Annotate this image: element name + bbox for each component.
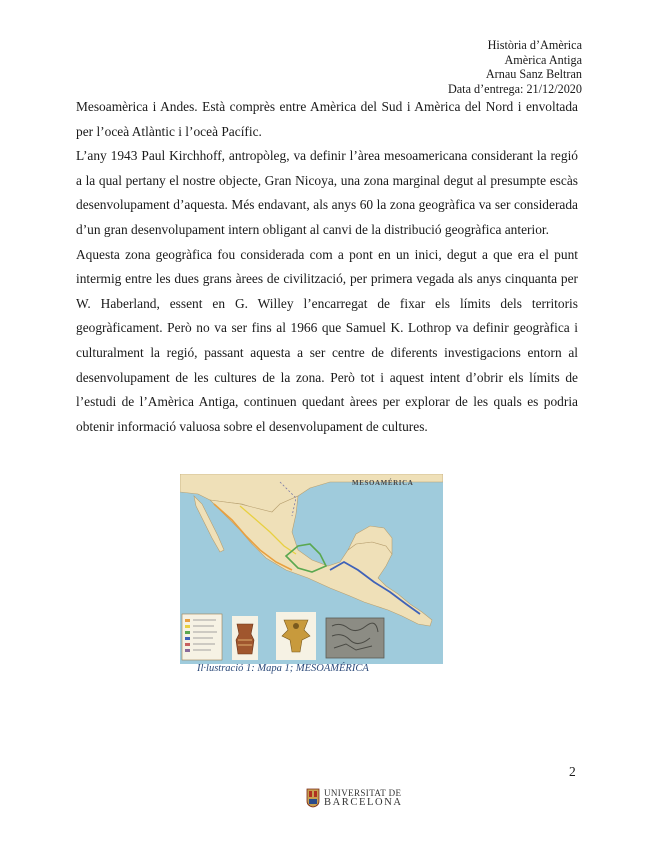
legend-swatch (185, 643, 190, 646)
paragraph: L’any 1943 Paul Kirchhoff, antropòleg, va definir l’àrea mesoamericana considerant la regió a la qual pertany el nostre objecte, Gran Nicoya, una zona marginal degut al presumpte escàs desenvolupament d’aquesta. Més endavant, als anys 60 la zona geogràfica va ser considerada d’un gran desenvolupament intern obligant al canvi de la distribució geogràfica anterior. (76, 148, 578, 237)
artifact-figurine-icon (276, 612, 316, 660)
university-crest-icon (306, 788, 320, 808)
legend-swatch (185, 649, 190, 652)
logo-line-university: UNIVERSITAT DE (324, 788, 402, 798)
legend-swatch (185, 625, 190, 628)
university-logo (306, 788, 403, 808)
legend-swatch (185, 637, 190, 640)
paragraph: Mesoamèrica i Andes. Està comprès entre Amèrica del Sud i Amèrica del Nord i envoltada per l’oceà Atlàntic i l’oceà Pacífic. (76, 99, 578, 139)
figure-caption: Il·lustració 1: Mapa 1; MESOAMÉRICA (197, 663, 369, 674)
mesoamerica-map-figure (180, 474, 443, 664)
legend-swatch (185, 619, 190, 622)
header-due-date: Data d’entrega: 21/12/2020 (447, 81, 582, 96)
artifact-stone-relief-icon (326, 618, 384, 658)
artifact-vessel-icon (232, 616, 258, 660)
legend-swatch (185, 631, 190, 634)
paragraph: Aquesta zona geogràfica fou considerada com a pont en un inici, degut a que era el punt intermig entre les dues grans àrees de civilització, per primera vegada als anys cinquanta per W. Haberland, essent en G. Willey l’encarregat de fixar els límits dels territoris geogràficament. Però no va ser fins al 1966 que Samuel K. Lothrop va definir geogràfica i culturalment la regió, passant aquesta a ser centre de diferents investigacions entorn al desenvolupament de les cultures de la zona. Però tot i aquest intent d’obrir els límits de l’estudi de l’Amèrica Antiga, continuen quedant àrees per explorar de les quals es podria obtenir informació valuosa sobre el desenvolupament de cultures. (76, 246, 578, 434)
map-title: MESOAMÉRICA (352, 479, 414, 487)
logo-line-barcelona: BARCELONA (324, 797, 403, 808)
header-author: Arnau Sanz Beltran (485, 67, 582, 82)
map-image (180, 474, 443, 664)
document-header (448, 38, 582, 96)
body-text (76, 95, 578, 439)
page-number: 2 (569, 764, 576, 779)
header-course: Història d’Amèrica (487, 38, 582, 52)
header-subject: Amèrica Antiga (504, 52, 582, 67)
